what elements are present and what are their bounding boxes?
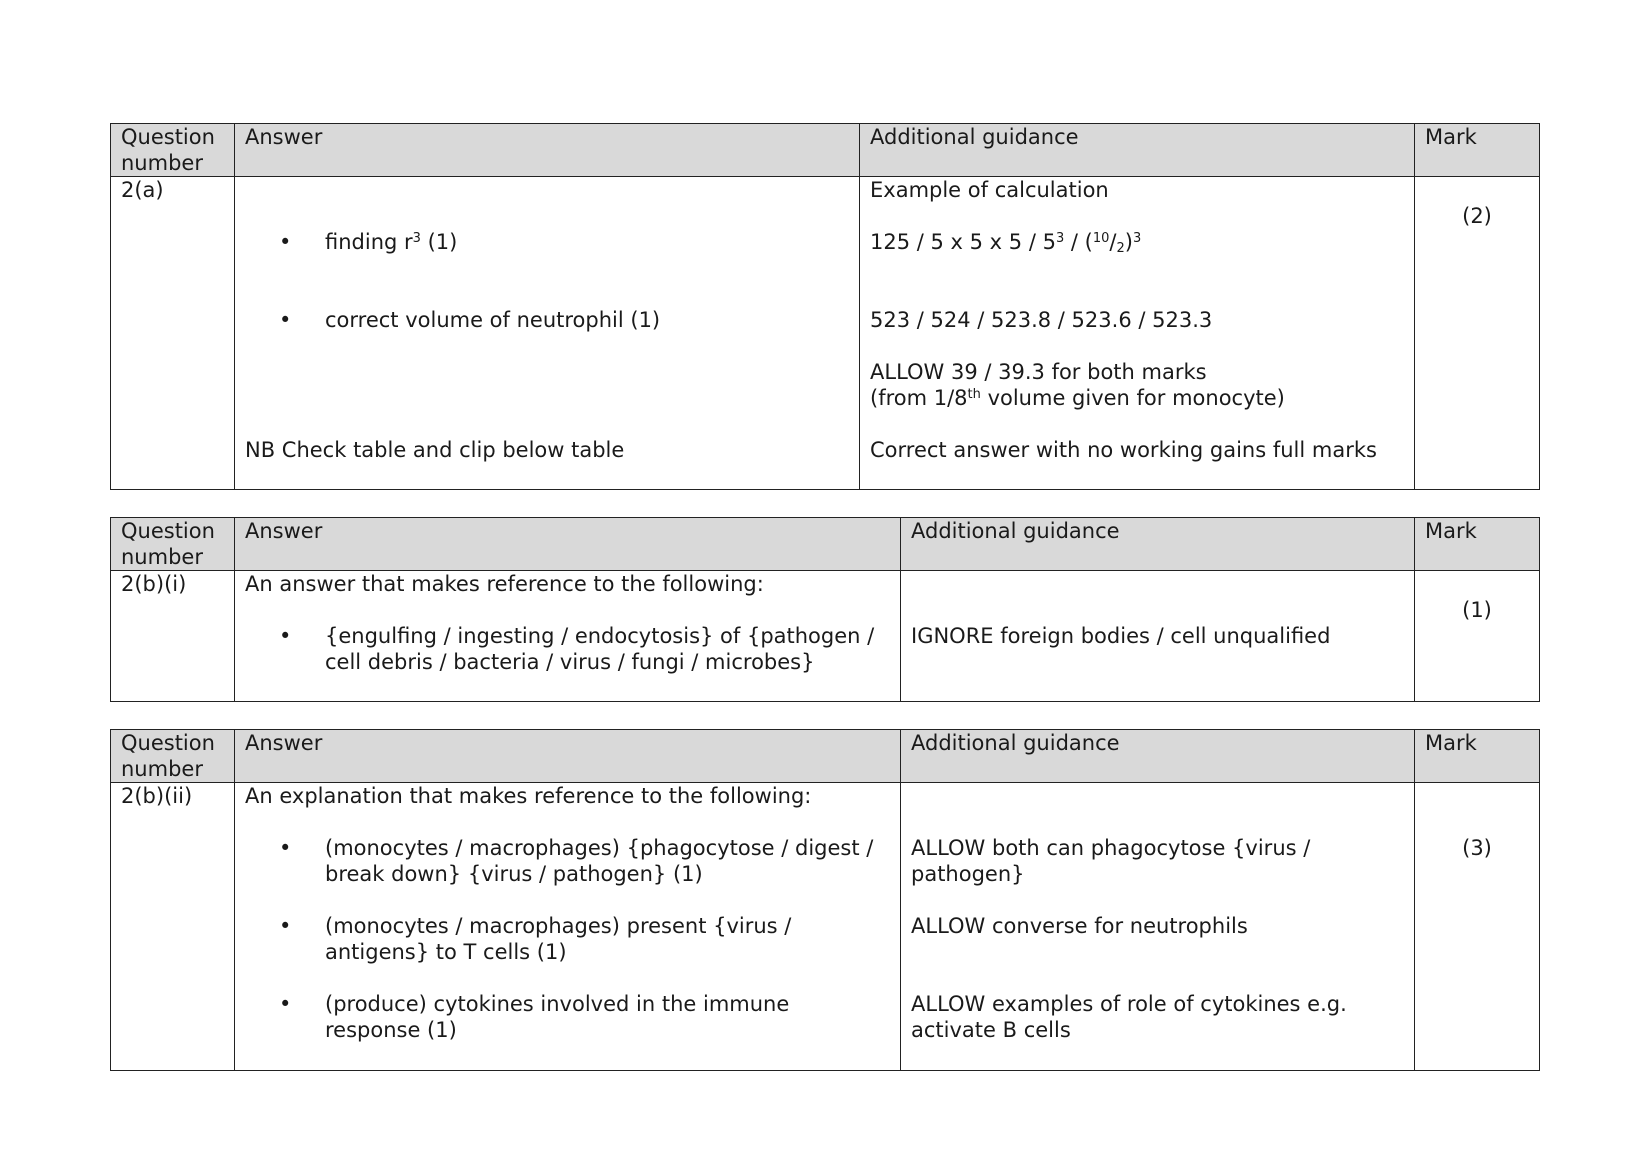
header-question-number: Question number xyxy=(111,730,235,783)
guidance-example-heading: Example of calculation xyxy=(870,178,1109,202)
header-answer: Answer xyxy=(235,124,860,177)
header-additional-guidance: Additional guidance xyxy=(901,518,1415,571)
mark-scheme-table-2bi xyxy=(110,517,1540,702)
mark-value: (2) xyxy=(1462,204,1492,228)
answer-intro: An answer that makes reference to the following: xyxy=(245,572,764,596)
mark-cell xyxy=(1415,783,1540,1071)
mark-scheme-table-2bii xyxy=(110,729,1540,1071)
mark-cell xyxy=(1415,177,1540,490)
answer-cell xyxy=(235,783,901,1071)
question-number: 2(a) xyxy=(121,178,164,202)
question-number: 2(b)(i) xyxy=(121,572,187,596)
question-number-cell xyxy=(111,783,235,1071)
header-mark: Mark xyxy=(1415,730,1540,783)
guidance-allow: ALLOW 39 / 39.3 for both marks xyxy=(870,360,1207,384)
answer-bullet: • (monocytes / macrophages) {phagocytose / digest / break down} {virus / pathogen} (1) xyxy=(245,835,890,887)
header-mark: Mark xyxy=(1415,518,1540,571)
answer-cell xyxy=(235,571,901,702)
table-header-row xyxy=(111,518,1540,571)
question-number: 2(b)(ii) xyxy=(121,784,193,808)
header-answer: Answer xyxy=(235,730,901,783)
header-question-number: Question number xyxy=(111,124,235,177)
answer-note: NB Check table and clip below table xyxy=(245,438,625,462)
table-row xyxy=(111,571,1540,702)
guidance-allow: ALLOW examples of role of cytokines e.g. activate B cells xyxy=(911,992,1347,1042)
mark-value: (1) xyxy=(1462,598,1492,622)
guidance-allow: ALLOW converse for neutrophils xyxy=(911,914,1248,938)
question-number-cell xyxy=(111,177,235,490)
header-mark: Mark xyxy=(1415,124,1540,177)
table-header-row xyxy=(111,124,1540,177)
answer-bullet: • (produce) cytokines involved in the immune response (1) xyxy=(245,991,890,1043)
question-number-cell xyxy=(111,571,235,702)
guidance-calculation: 125 / 5 x 5 x $5 / 5^3 / (^{10}/_2)^3$ xyxy=(870,230,1142,256)
answer-bullet: • (monocytes / macrophages) present {virus / antigens} to T cells (1) xyxy=(245,913,890,965)
header-question-number: Question number xyxy=(111,518,235,571)
header-additional-guidance: Additional guidance xyxy=(860,124,1415,177)
table-header-row xyxy=(111,730,1540,783)
header-answer: Answer xyxy=(235,518,901,571)
table-row xyxy=(111,177,1540,490)
answer-intro: An explanation that makes reference to the following: xyxy=(245,784,812,808)
mark-cell xyxy=(1415,571,1540,702)
answer-bullet: • finding $r^3$ (1) xyxy=(245,229,849,255)
answer-cell xyxy=(235,177,860,490)
answer-bullet: • correct volume of neutrophil (1) xyxy=(245,307,849,333)
header-additional-guidance: Additional guidance xyxy=(901,730,1415,783)
guidance-full-marks-note: Correct answer with no working gains full marks xyxy=(870,438,1377,462)
answer-bullet: • {engulfing / ingesting / endocytosis} of {pathogen / cell debris / bacteria / virus / fungi / microbes} xyxy=(245,623,890,675)
guidance-cell xyxy=(901,571,1415,702)
guidance-values: 523 / 524 / 523.8 / 523.6 / 523.3 xyxy=(870,308,1213,332)
guidance-ignore: IGNORE foreign bodies / cell unqualified xyxy=(911,624,1331,648)
guidance-allow: ALLOW both can phagocytose {virus / pathogen} xyxy=(911,836,1311,886)
guidance-cell xyxy=(901,783,1415,1071)
mark-value: (3) xyxy=(1462,836,1492,860)
mark-scheme-table-2a xyxy=(110,123,1540,490)
guidance-allow-detail: (from 1/8th volume given for monocyte) xyxy=(870,386,1285,410)
guidance-cell xyxy=(860,177,1415,490)
table-row xyxy=(111,783,1540,1071)
